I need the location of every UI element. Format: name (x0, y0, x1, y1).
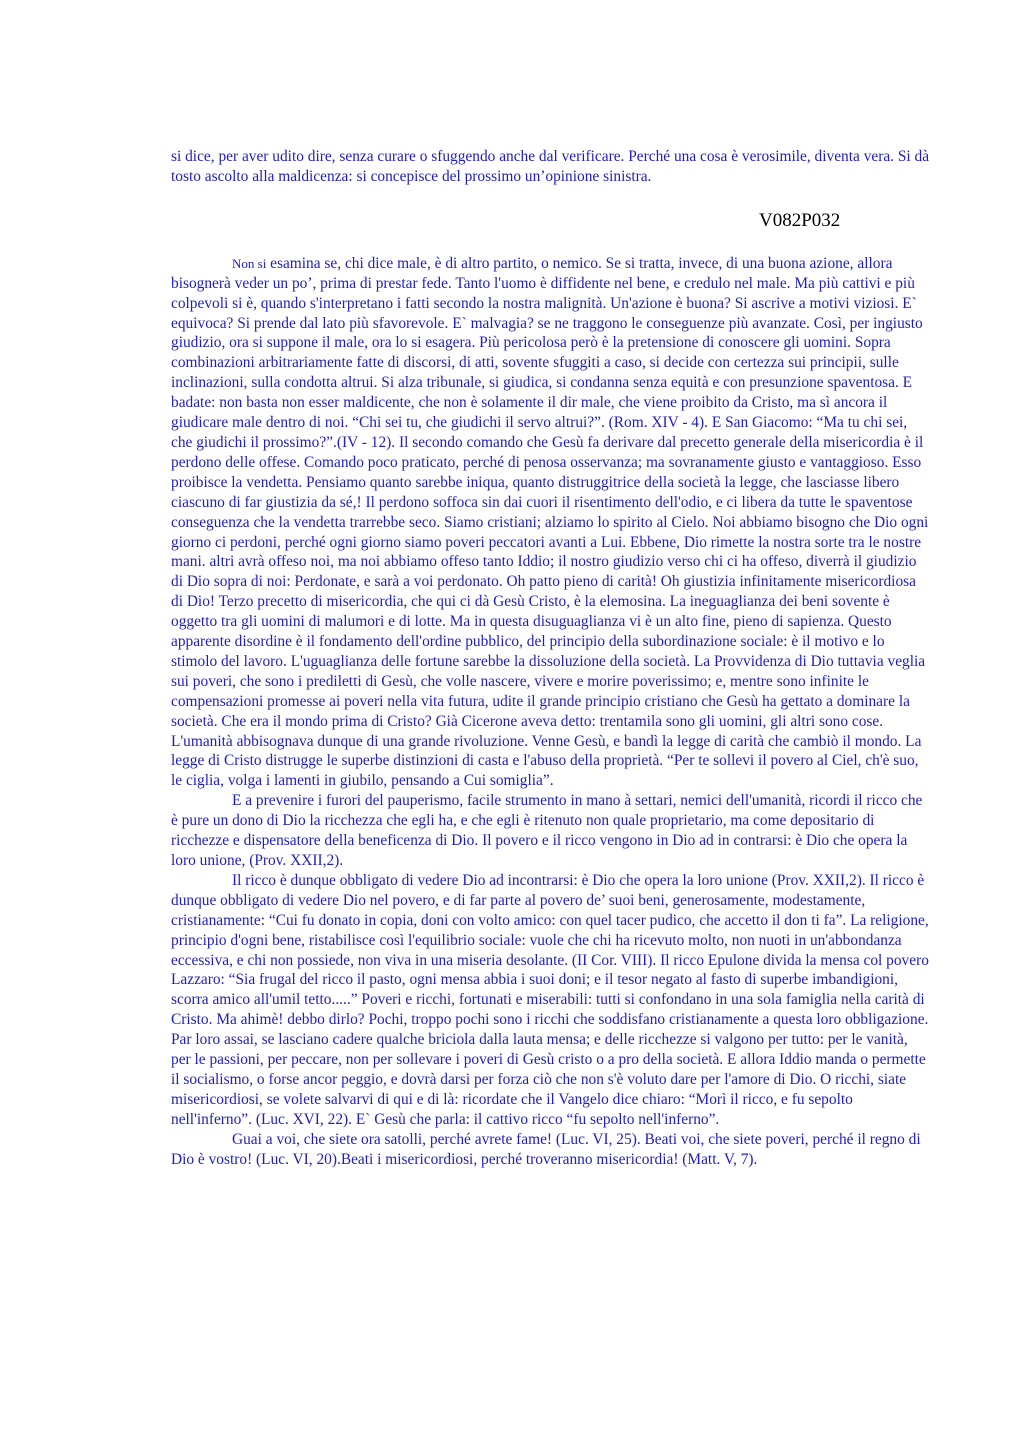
paragraph-3: Il ricco è dunque obbligato di vedere Dio ad incontrarsi: è Dio che opera la loro unione (Prov. XXII,2). Il ricco è dunque obbligato di vedere Dio nel povero, e di far parte al povero de’ suoi beni, generosamente, modestamente, cristianamente: “Cui fu donato in copia, doni con volto amico: con quel tacer pudico, che accetto il don ti fa”. La religione, principio d'ogni bene, ristabilisce così l'equilibrio sociale: vuole che chi ha ricevuto molto, non nuoti in un'abbondanza eccessiva, e chi non possiede, non viva in una miseria desolante. (II Cor. VIII). Il ricco Epulone divida la mensa col povero Lazzaro: “Sia frugal del ricco il pasto, ogni mensa abbia i suoi doni; e il tesor negato al fasto di superbe imbandigioni, scorra amico all'umil tetto.....” Poveri e ricchi, fortunati e miserabili: tutti si confondano in una sola famiglia nella carità di Cristo. Ma ahimè! debbo dirlo? Pochi, troppo pochi sono i ricchi che soddisfano cristianamente a questa loro obbligazione. Par loro assai, se lasciano cadere qualche briciola dalla lauta mensa; e delle ricchezze si valgono per tutto: per le vanità, per le passioni, per peccare, non per sollevare i poveri di Gesù cristo o a pro della società. E allora Iddio manda o permette il socialismo, o forse ancor peggio, e dovrà darsi per forza ciò che non s'è voluto dare per l'amore di Dio. O ricchi, siate misericordiosi, se volete salvarvi di qui e di là: ricordate che il Vangelo dice chiaro: “Morì il ricco, e fu sepolto nell'inferno”. (Luc. XVI, 22). E` Gesù che parla: il cattivo ricco “fu sepolto nell'inferno”. (171, 871, 929, 1128)
paragraph-4: Guai a voi, che siete ora satolli, perché avrete fame! (Luc. VI, 25). Beati voi, che siete poveri, perché il regno di Dio è vostro! (Luc. VI, 20).Beati i misericordiosi, perché troveranno misericordia! (Matt. V, 7). (171, 1130, 921, 1168)
document-page (171, 147, 931, 1170)
paragraph-1 (171, 254, 931, 791)
paragraph-1-body: esamina se, chi dice male, è di altro partito, o nemico. Se si tratta, invece, di una buona azione, allora bisognerà veder un po’, prima di prestar fede. Tanto l'uomo è diffidente nel bene, e credulo nel male. Ma più cattivi e più colpevoli si è, quando s'interpretano i fatti secondo la nostra malignità. Un'azione è buona? Si ascrive a motivi viziosi. E` equivoca? Si prende dal lato più sfavorevole. E` malvagia? se ne traggono le conseguenze più avanzate. Così, per ingiusto giudizio, ora si suppone il male, ora lo si esagera. Più pericolosa però è la pretensione di conoscere gli uomini. Sopra combinazioni arbitrariamente fatte di discorsi, di atti, sovente sfuggiti a caso, si decide con certezza sui principii, sulle inclinazioni, sulla condotta altrui. Si alza tribunale, si giudica, si condanna senza equità e con presunzione spaventosa. E badate: non basta non esser maldicente, che non è solamente il dir male, che viene proibito da Cristo, ma sì ancora il giudicare male dentro di noi. “Chi sei tu, che giudichi il servo altrui?”. (Rom. XIV - 4). E San Giacomo: “Ma tu chi sei, che giudichi il prossimo?”.(IV - 12). Il secondo comando che Gesù fa derivare dal precetto generale della misericordia è il perdono delle offese. Comando poco praticato, perché di penosa osservanza; ma sovranamente giusto e vantaggioso. Esso proibisce la vendetta. Pensiamo quanto sarebbe iniqua, quanto distruggitrice della società la legge, che lasciasse libero ciascuno di far giustizia da sé,! Il perdono soffoca sin dai cuori il risentimento dell'odio, e ci libera da tutte le spaventose conseguenza che la vendetta trarrebbe seco. Siamo cristiani; alziamo lo spirito al Cielo. Noi abbiamo bisogno che Dio ogni giorno ci perdoni, perché ogni giorno siamo poveri peccatori avanti a Lui. Ebbene, Dio rimette la nostra sorte tra le nostre mani. altri avrà offeso noi, ma noi abbiamo offeso tanto Iddio; il nostro giudizio verso chi ci ha offeso, diverrà il giudizio di Dio sopra di noi: Perdonate, e sarà a voi perdonato. Oh patto pieno di carità! Oh giustizia infinitamente misericordiosa di Dio! Terzo precetto di misericordia, che qui ci dà Gesù Cristo, è la elemosina. La ineguaglianza dei beni sovente è oggetto tra gli uomini di malumori e di lotte. Ma in questa disuguaglianza vi è un alto fine, pieno di sapienza. Questo apparente disordine è il fondamento dell'ordine pubblico, del principio della subordinazione sociale: è il motivo e lo stimolo del lavoro. L'uguaglianza delle fortune sarebbe la dissoluzione della società. La Provvidenza di Dio tuttavia veglia sui poveri, che sono i prediletti di Gesù, che volle nascere, vivere e morire poverissimo; e, mentre sono infinite le compensazioni promesse ai poveri nella vita futura, udite il grande principio cristiano che Gesù ha gettato a dominare la società. Che era il mondo prima di Cristo? Già Cicerone aveva detto: trentamila sono gli uomini, gli altri sono cose. L'umanità abbisognava dunque di una grande rivoluzione. Venne Gesù, e bandì la legge di carità che cambiò il mondo. La legge di Cristo distrugge le superbe distinzioni di casta e l'abuso della proprietà. “Per te sollevi il povero al Ciel, ch'è suo, le ciglia, volga i lamenti in giubilo, pensando a Cui somiglia”. (171, 254, 929, 790)
page-code: V082P032 (759, 209, 841, 231)
paragraph-2: E a prevenire i furori del pauperismo, facile strumento in mano à settari, nemici dell'umanità, ricordi il ricco che è pure un dono di Dio la ricchezza che egli ha, e che egli è ritenuto non quale proprietario, ma come depositario di ricchezze e dispensatore della beneficenza di Dio. Il povero e il ricco vengono in Dio ad in contrarsi: è Dio che opera la loro unione, (Prov. XXII,2). (171, 792, 923, 869)
paragraph-1-lead: Non si (232, 255, 267, 271)
intro-paragraph: si dice, per aver udito dire, senza curare o sfuggendo anche dal verificare. Perché una cosa è verosimile, diventa vera. Si dà tosto ascolto alla maldicenza: si concepisce del prossimo un’opinione sinistra. (171, 148, 930, 185)
